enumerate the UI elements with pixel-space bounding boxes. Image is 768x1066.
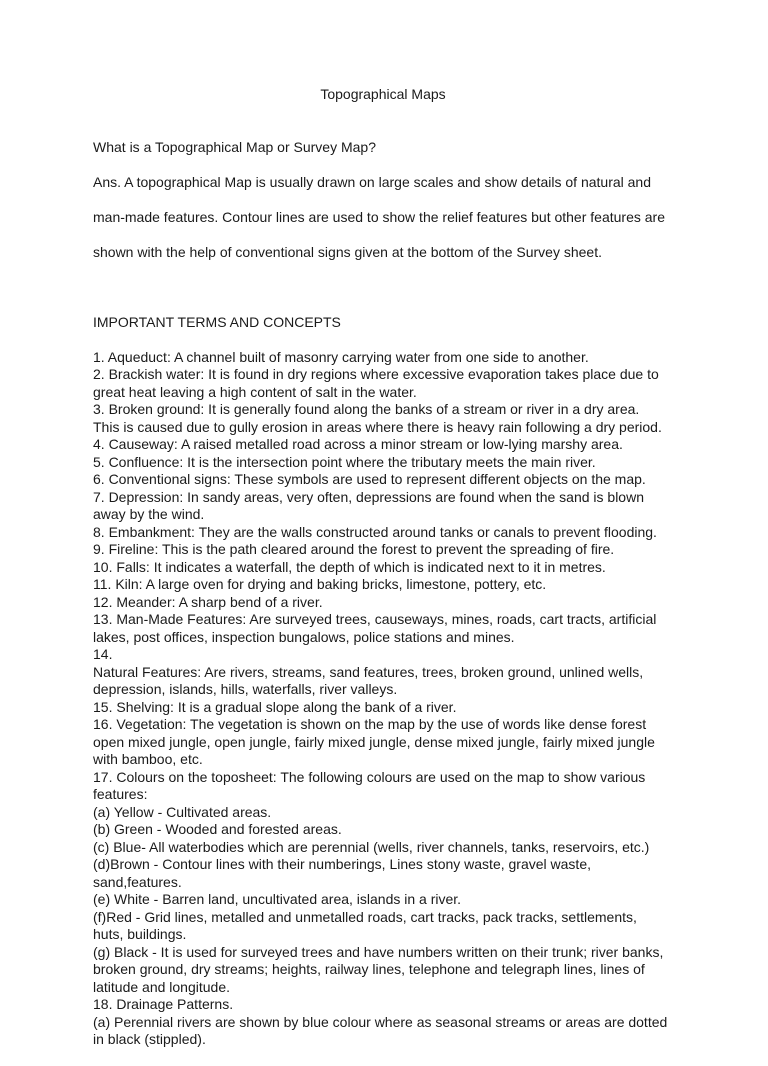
term-line: open mixed jungle, open jungle, fairly mixed jungle, dense mixed jungle, fairly mixed jungle — [93, 733, 655, 750]
term-line: 6. Conventional signs: These symbols are used to represent different objects on the map. — [93, 471, 646, 487]
term-line: (f)Red - Grid lines, metalled and unmetalled roads, cart tracks, pack tracks, settlements, — [93, 908, 637, 925]
terms-list — [93, 349, 683, 1049]
term-line: 2. Brackish water: It is found in dry regions where excessive evaporation takes place due to — [93, 366, 659, 382]
term-line: 14. — [93, 646, 113, 662]
term-line: sand,features. — [93, 873, 182, 890]
term-line: 11. Kiln: A large oven for drying and baking bricks, limestone, pottery, etc. — [93, 576, 547, 592]
term-line: 12. Meander: A sharp bend of a river. — [93, 593, 323, 610]
term-line: 7. Depression: In sandy areas, very often, depressions are found when the sand is blown — [93, 488, 644, 505]
term-line: (a) Yellow - Cultivated areas. — [93, 803, 272, 820]
terms-heading: IMPORTANT TERMS AND CONCEPTS — [93, 313, 341, 330]
term-line: great heat leaving a high content of salt in the water. — [93, 383, 417, 400]
term-line: (b) Green - Wooded and forested areas. — [93, 821, 342, 837]
term-line: 17. Colours on the toposheet: The following colours are used on the map to show various — [93, 768, 646, 785]
term-line: 10. Falls: It indicates a waterfall, the depth of which is indicated next to it in metres. — [93, 558, 606, 575]
term-line: depression, islands, hills, waterfalls, river valleys. — [93, 681, 398, 697]
term-line: 13. Man-Made Features: Are surveyed trees, causeways, mines, roads, cart tracts, artificial — [93, 611, 657, 627]
term-line: features: — [93, 786, 148, 802]
intro-answer-line: Ans. A topographical Map is usually drawn on large scales and show details of natural and — [93, 173, 652, 190]
term-line: away by the wind. — [93, 506, 205, 522]
term-line: (a) Perennial rivers are shown by blue colour where as seasonal streams or areas are dotted — [93, 1013, 668, 1030]
intro-answer-line: man-made features. Contour lines are used to show the relief features but other features are — [93, 208, 665, 225]
term-line: 15. Shelving: It is a gradual slope along the bank of a river. — [93, 698, 457, 715]
intro-answer-line: shown with the help of conventional signs given at the bottom of the Survey sheet. — [93, 243, 602, 260]
term-line: (g) Black - It is used for surveyed trees and have numbers written on their trunk; river banks, — [93, 943, 664, 960]
term-line: broken ground, dry streams; heights, railway lines, telephone and telegraph lines, lines of — [93, 961, 645, 977]
document-body — [93, 121, 683, 1066]
term-line: with bamboo, etc. — [93, 751, 203, 767]
term-line: 16. Vegetation: The vegetation is shown on the map by the use of words like dense forest — [93, 716, 647, 732]
term-line: This is caused due to gully erosion in areas where there is heavy rain following a dry period. — [93, 418, 662, 435]
intro-question: What is a Topographical Map or Survey Map? — [93, 138, 376, 155]
page-title: Topographical Maps — [320, 86, 446, 102]
term-line: (e) White - Barren land, uncultivated area, islands in a river. — [93, 891, 462, 907]
term-line: latitude and longitude. — [93, 978, 230, 995]
term-line: in black (stippled). — [93, 1031, 206, 1047]
term-line: (d)Brown - Contour lines with their numberings, Lines stony waste, gravel waste, — [93, 856, 591, 872]
term-line: 1. Aqueduct: A channel built of masonry carrying water from one side to another. — [93, 348, 589, 365]
term-line: 5. Confluence: It is the intersection point where the tributary meets the main river. — [93, 453, 596, 470]
term-line: lakes, post offices, inspection bungalows, police stations and mines. — [93, 628, 515, 645]
term-line: huts, buildings. — [93, 926, 187, 942]
term-line: 4. Causeway: A raised metalled road across a minor stream or low-lying marshy area. — [93, 436, 623, 452]
term-line: 18. Drainage Patterns. — [93, 996, 234, 1012]
term-line: 9. Fireline: This is the path cleared around the forest to prevent the spreading of fire. — [93, 541, 615, 557]
paragraph-gap — [93, 279, 683, 297]
term-line: Natural Features: Are rivers, streams, sand features, trees, broken ground, unlined wells, — [93, 663, 644, 680]
term-line: (c) Blue- All waterbodies which are perennial (wells, river channels, tanks, reservoirs, etc.) — [93, 838, 650, 855]
term-line: 3. Broken ground: It is generally found along the banks of a stream or river in a dry area. — [93, 401, 640, 417]
term-line: 8. Embankment: They are the walls constructed around tanks or canals to prevent flooding. — [93, 523, 657, 540]
